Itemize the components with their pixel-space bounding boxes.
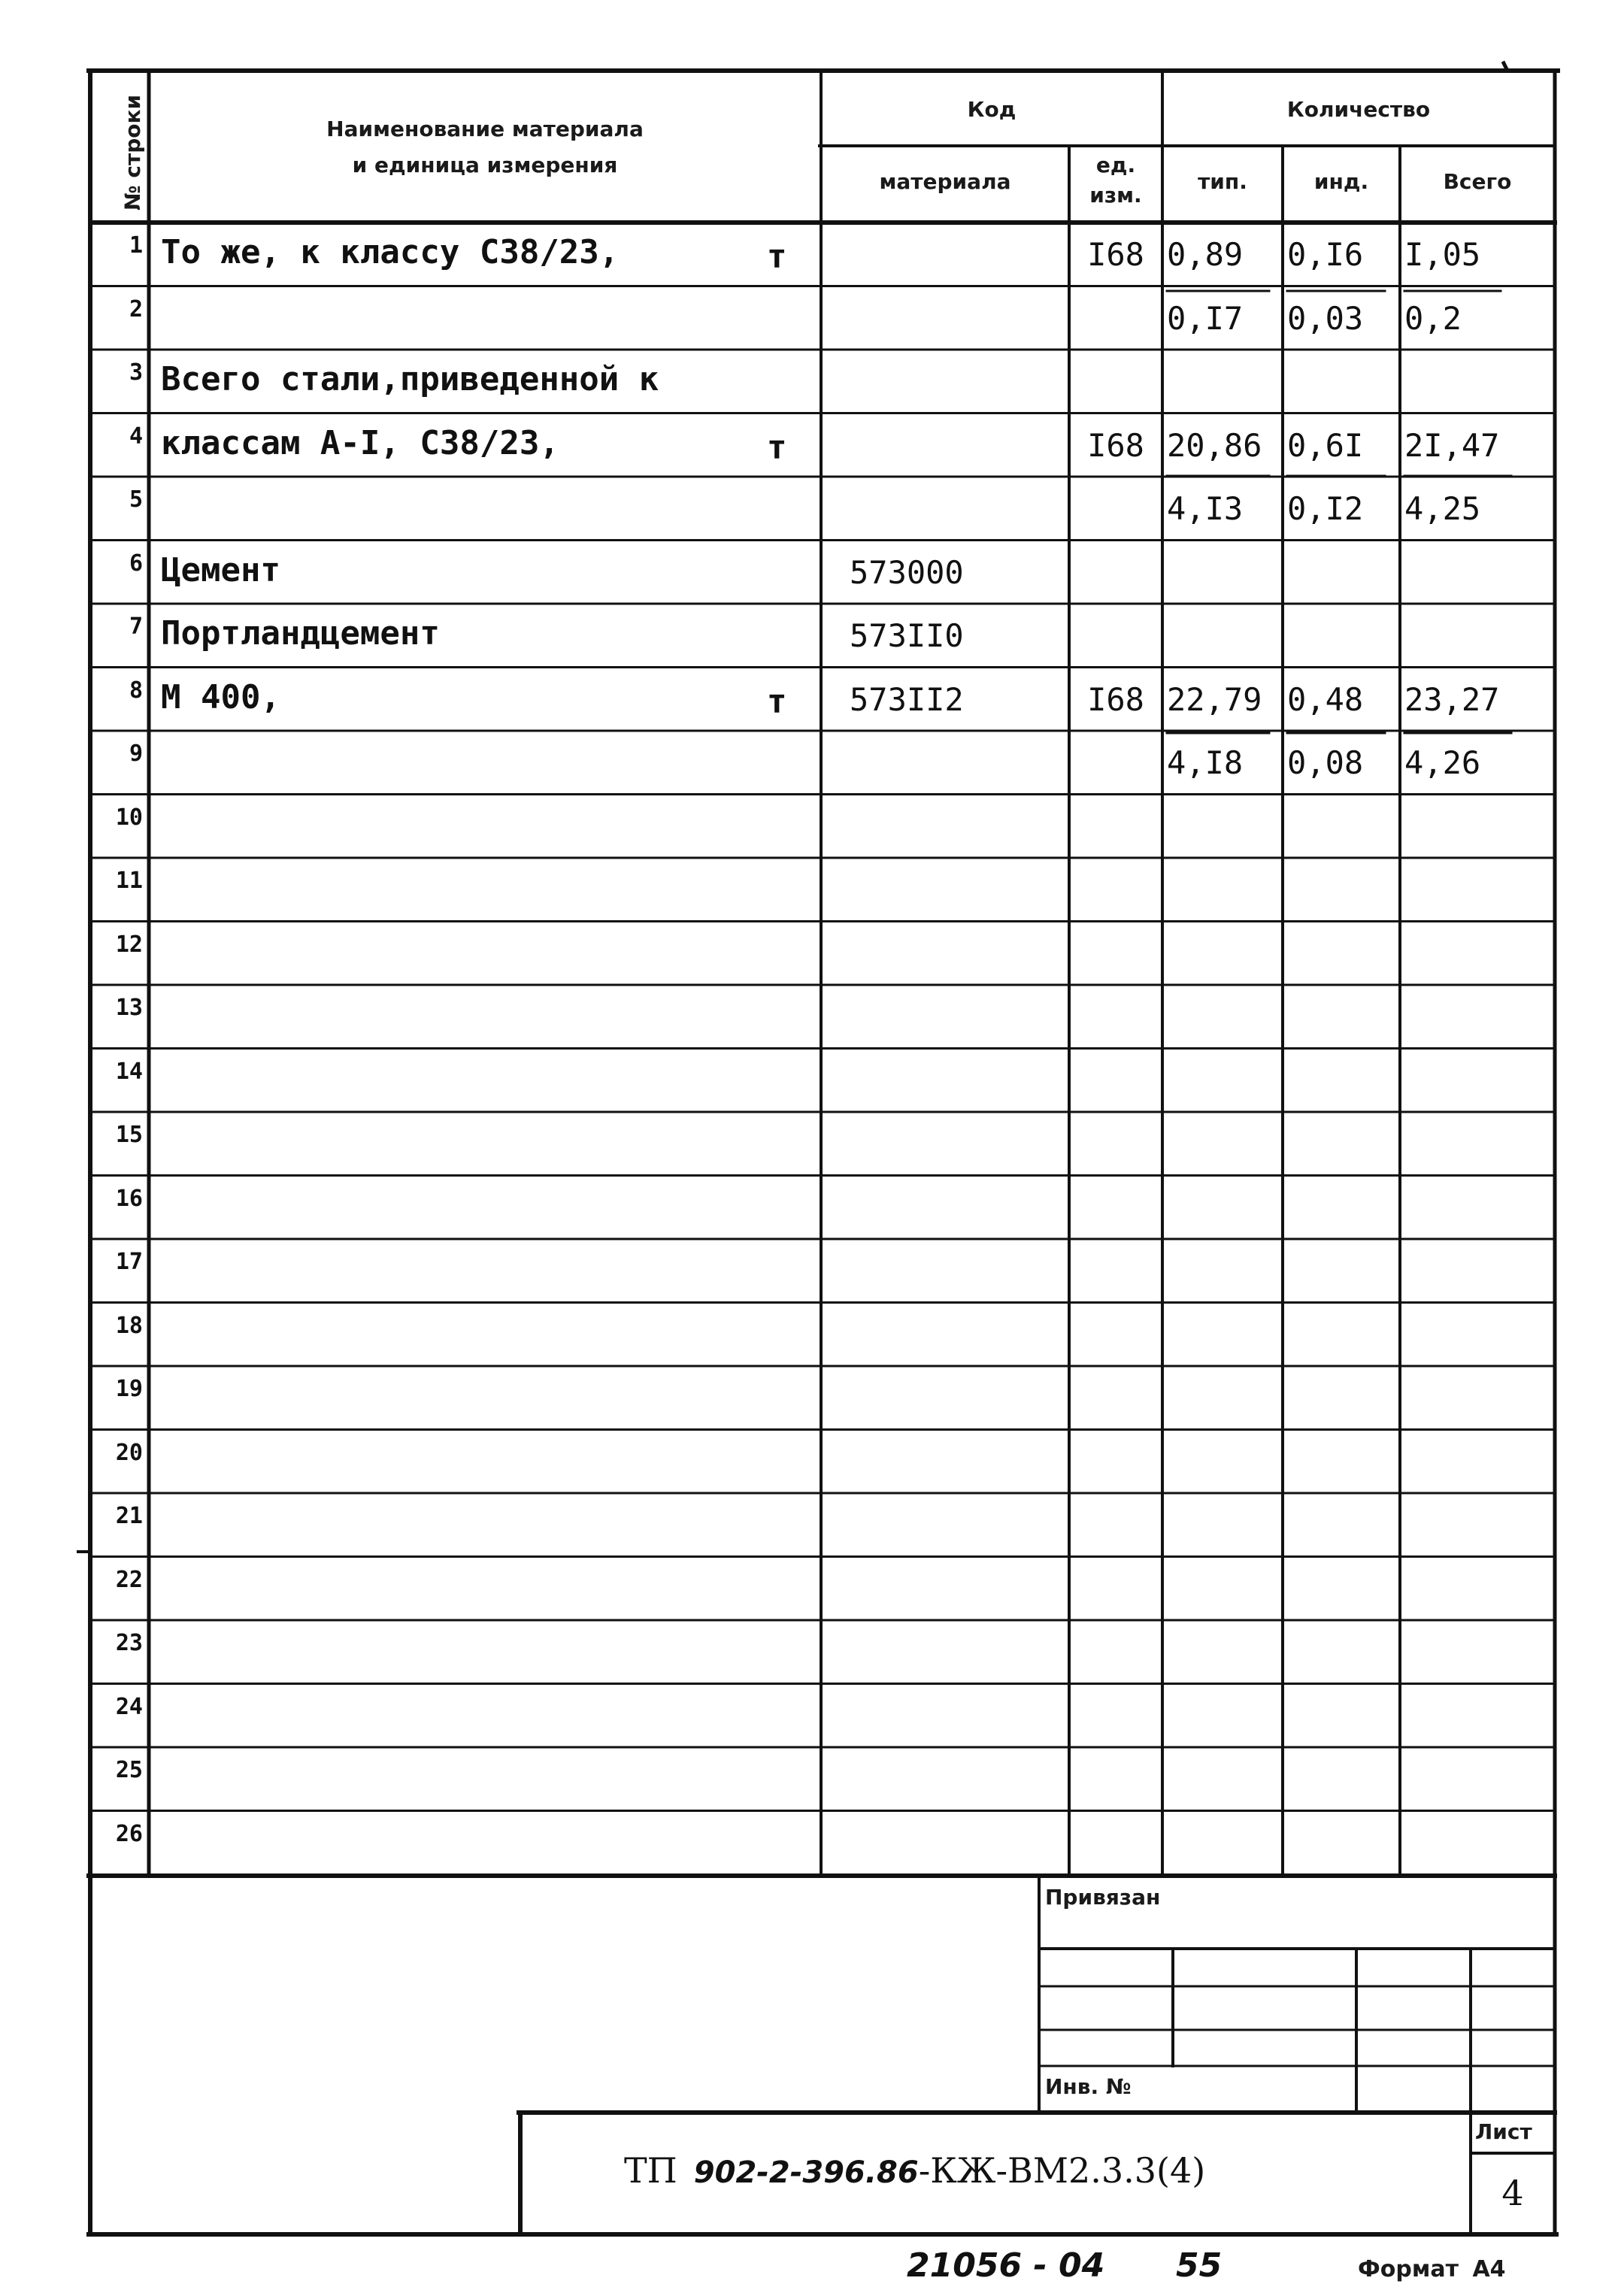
document-code-handwritten: 902-2-396.86: [693, 2155, 919, 2190]
material-name: классам А-I, С38/23,: [161, 423, 559, 462]
quantity-group-header: Количество: [1286, 97, 1431, 122]
quantity-ind: 0,08: [1287, 744, 1364, 781]
linked-label: Привязан: [1045, 1885, 1161, 1910]
quantity-ind: 0,48: [1287, 680, 1364, 718]
row-number: 5: [129, 486, 143, 513]
row-number: 17: [115, 1249, 143, 1275]
quantity-total: I,05: [1404, 236, 1481, 273]
page-number-handwritten: 55: [1176, 2246, 1223, 2285]
document-code-suffix: -КЖ-ВМ2.3.3(4): [918, 2150, 1206, 2191]
quantity-total: 4,25: [1404, 490, 1481, 527]
document-code-prefix: ТП: [624, 2150, 677, 2191]
row-number: 19: [115, 1376, 143, 1402]
row-number: 14: [115, 1058, 143, 1085]
row-number: 12: [115, 931, 143, 958]
quantity-typ: 0,I7: [1167, 299, 1244, 337]
document-code: [624, 2150, 1206, 2191]
quantity-typ: 4,I3: [1167, 490, 1244, 527]
material-name: То же, к классу С38/23,: [161, 233, 620, 271]
quantity-ind: 0,I6: [1287, 236, 1364, 273]
quantity-ind: 0,6I: [1287, 426, 1364, 464]
row-number: 24: [115, 1693, 143, 1720]
row-number: 10: [115, 804, 143, 831]
quantity-typ: 4,I8: [1167, 744, 1244, 781]
row-number: 3: [129, 359, 143, 386]
row-number: 8: [129, 677, 143, 704]
row-number: 20: [115, 1439, 143, 1466]
row-number: 22: [115, 1566, 143, 1593]
material-name: Портландцемент: [161, 614, 440, 653]
unit-code: I68: [1087, 426, 1144, 464]
quantity-total: 4,26: [1404, 744, 1481, 781]
unit-code: I68: [1087, 236, 1144, 273]
row-number: 21: [115, 1503, 143, 1529]
material-name: Цемент: [161, 550, 280, 589]
unit-letter: т: [767, 238, 787, 276]
row-number: 25: [115, 1757, 143, 1783]
name-header-line2: и единица измерения: [352, 153, 618, 177]
row-number: 9: [129, 741, 143, 767]
quantity-typ-header: тип.: [1198, 169, 1247, 194]
unit-letter: т: [767, 682, 787, 721]
format-label-text: Формат: [1358, 2256, 1459, 2282]
row-number: 18: [115, 1312, 143, 1339]
quantity-total: 2I,47: [1404, 426, 1500, 464]
archive-number-handwritten: 21056 - 04: [907, 2246, 1105, 2285]
row-number: 26: [115, 1820, 143, 1847]
inventory-number-label: Инв. №: [1045, 2074, 1132, 2099]
material-code: 573II0: [850, 617, 964, 654]
name-header-line1: Наименование материала: [326, 117, 644, 141]
quantity-ind-header: инд.: [1313, 169, 1369, 194]
row-number: 6: [129, 550, 143, 577]
format-label: [1358, 2258, 1506, 2281]
row-number: 1: [129, 232, 143, 259]
row-number: 2: [129, 295, 143, 323]
row-number-header: № строки: [120, 94, 145, 211]
quantity-total: 0,2: [1404, 299, 1462, 337]
quantity-typ: 20,86: [1167, 426, 1262, 464]
row-number: 11: [115, 868, 143, 894]
quantity-typ: 0,89: [1167, 236, 1244, 273]
unit-letter: т: [767, 428, 787, 467]
quantity-ind: 0,03: [1287, 299, 1364, 337]
quantity-typ: 22,79: [1167, 680, 1262, 718]
row-number: 15: [115, 1122, 143, 1148]
row-number: 4: [129, 423, 143, 450]
code-material-header: материала: [879, 169, 1011, 194]
quantity-total: 23,27: [1404, 680, 1500, 718]
unit-code: I68: [1087, 680, 1144, 718]
code-unit-header-line1: ед.: [1095, 153, 1136, 177]
code-unit-header-line2: изм.: [1089, 183, 1142, 207]
row-number: 7: [129, 613, 143, 640]
material-code: 573II2: [850, 680, 964, 718]
material-name: Всего стали,приведенной к: [161, 360, 659, 398]
material-name: М 400,: [161, 677, 280, 716]
row-number: 13: [115, 995, 143, 1021]
sheet-number: 4: [1501, 2173, 1524, 2213]
quantity-total-header: Всего: [1443, 169, 1512, 194]
format-value: А4: [1472, 2256, 1506, 2282]
row-number: 16: [115, 1185, 143, 1212]
sheet-label: Лист: [1475, 2119, 1532, 2144]
row-number: 23: [115, 1630, 143, 1656]
quantity-ind: 0,I2: [1287, 490, 1364, 527]
code-group-header: Код: [967, 97, 1017, 122]
material-code: 573000: [850, 553, 964, 591]
